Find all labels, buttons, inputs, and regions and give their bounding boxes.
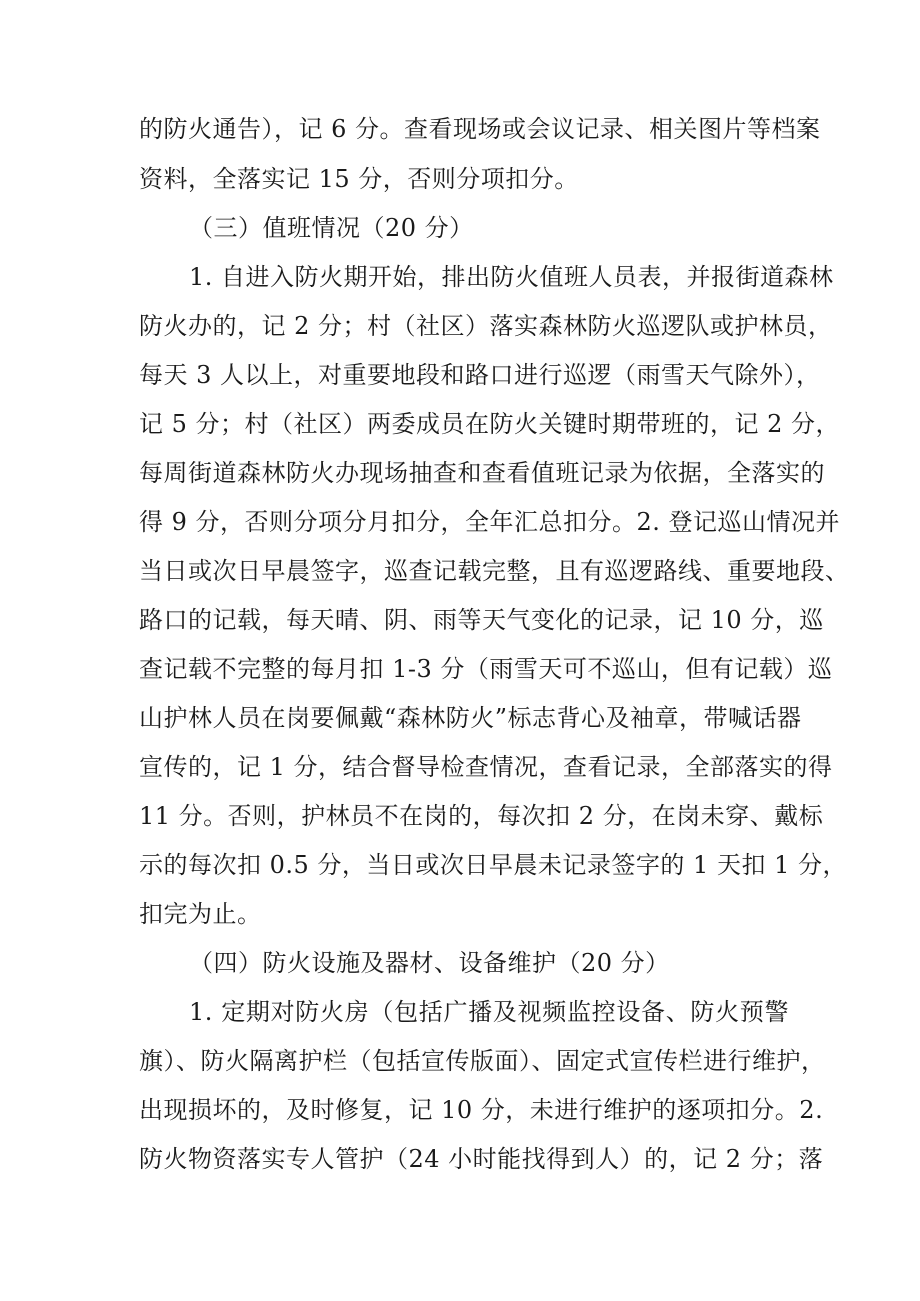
text-line: 资料，全落实记 15 分，否则分项扣分。 xyxy=(139,165,579,193)
text-line: 宣传的，记 1 分，结合督导检查情况，查看记录，全部落实的得 xyxy=(139,753,833,781)
paragraph-first-line: 1. 定期对防火房（包括广播及视频监控设备、防火预警 xyxy=(189,998,789,1026)
text-line: 每周街道森林防火办现场抽查和查看值班记录为依据，全落实的 xyxy=(139,459,825,487)
text-line: 示的每次扣 0.5 分，当日或次日早晨未记录签字的 1 天扣 1 分， xyxy=(139,851,847,879)
text-line: 山护林人员在岗要佩戴“森林防火”标志背心及袖章，带喊话器 xyxy=(139,704,802,732)
text-line: 的防火通告），记 6 分。查看现场或会议记录、相关图片等档案 xyxy=(139,115,821,143)
section-heading-four: （四）防火设施及器材、设备维护（20 分） xyxy=(189,949,670,977)
text-line: 11 分。否则，护林员不在岗的，每次扣 2 分，在岗未穿、戴标 xyxy=(139,802,824,830)
text-line: 扣完为止。 xyxy=(139,900,262,928)
text-line: 得 9 分，否则分项分月扣分，全年汇总扣分。2. 登记巡山情况并 xyxy=(139,508,841,536)
text-line: 旗）、防火隔离护栏（包括宣传版面）、固定式宣传栏进行维护， xyxy=(139,1047,826,1075)
text-line: 记 5 分；村（社区）两委成员在防火关键时期带班的，记 2 分， xyxy=(139,410,841,438)
text-line: 防火物资落实专人管护（24 小时能找得到人）的，记 2 分；落 xyxy=(139,1145,824,1173)
text-line: 当日或次日早晨签字，巡查记载完整，且有巡逻路线、重要地段、 xyxy=(139,557,850,585)
text-line: 出现损坏的，及时修复，记 10 分，未进行维护的逐项扣分。2. xyxy=(139,1096,824,1124)
section-heading-three: （三）值班情况（20 分） xyxy=(189,214,474,242)
text-line: 每天 3 人以上，对重要地段和路口进行巡逻（雨雪天气除外）， xyxy=(139,361,821,389)
paragraph-first-line: 1. 自进入防火期开始，排出防火值班人员表，并报街道森林 xyxy=(189,263,834,291)
text-line: 查记载不完整的每月扣 1-3 分（雨雪天可不巡山，但有记载）巡 xyxy=(139,655,833,683)
text-line: 防火办的，记 2 分；村（社区）落实森林防火巡逻队或护林员， xyxy=(139,312,833,340)
text-line: 路口的记载，每天晴、阴、雨等天气变化的记录，记 10 分，巡 xyxy=(139,606,824,634)
